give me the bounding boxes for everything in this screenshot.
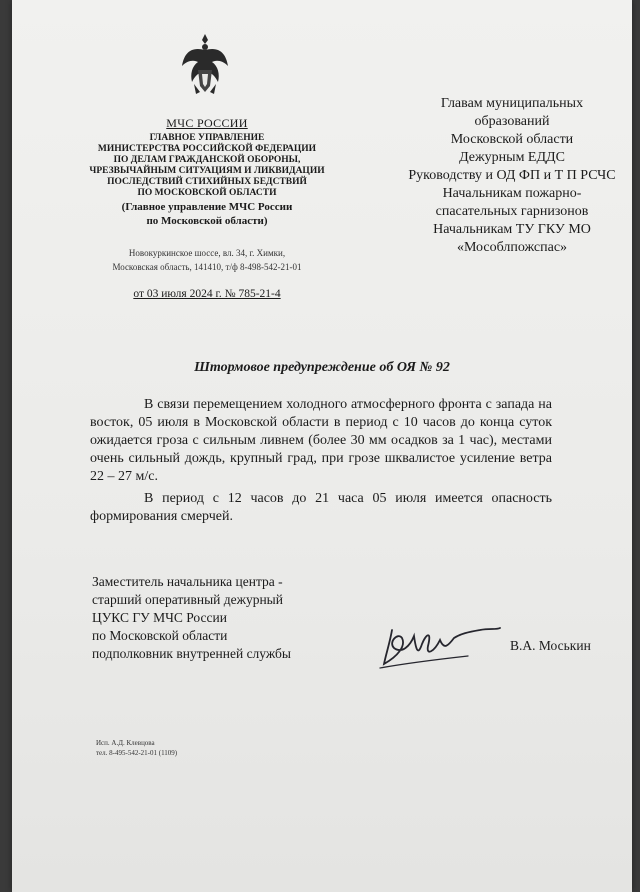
address <box>82 246 332 274</box>
body-paragraph: В период с 12 часов до 21 часа 05 июля имеется опасность формирования смерчей. <box>90 491 552 524</box>
executor-info <box>96 738 177 758</box>
position-line: по Московской области <box>92 628 228 643</box>
executor-phone: тел. 8-495-542-21-01 (1109) <box>96 749 178 757</box>
org-line: ГЛАВНОЕ УПРАВЛЕНИЕ <box>149 133 265 143</box>
org-line: ЧРЕЗВЫЧАЙНЫМ СИТУАЦИЯМ И ЛИКВИДАЦИИ <box>89 166 325 176</box>
org-line: МИНИСТЕРСТВА РОССИЙСКОЙ ФЕДЕРАЦИИ <box>97 144 317 154</box>
address-line: Новокуркинское шоссе, вл. 34, г. Химки, <box>128 248 286 258</box>
recipient-line: образований <box>474 114 550 129</box>
mchs-emblem-icon <box>180 32 230 96</box>
org-short-name <box>82 200 332 228</box>
recipient-line: Начальникам пожарно- <box>442 186 582 201</box>
recipient-line: спасательных гарнизонов <box>435 204 589 219</box>
signatory-position <box>92 573 352 663</box>
recipient-line: Дежурным ЕДДС <box>459 150 565 165</box>
executor-name: Исп. А.Д. Клевцова <box>96 739 155 747</box>
position-line: ЦУКС ГУ МЧС России <box>92 610 227 625</box>
position-line: подполковник внутренней службы <box>92 646 291 661</box>
handwritten-signature <box>372 616 512 676</box>
recipients-block <box>392 95 632 257</box>
document-page <box>12 0 632 892</box>
recipient-line: Руководству и ОД ФП и Т П РСЧС <box>408 168 616 183</box>
org-full-name <box>82 133 332 199</box>
org-short-line: (Главное управление МЧС России <box>121 201 293 213</box>
address-line: Московская область, 141410, т/ф 8-498-542-21-01 <box>112 262 302 272</box>
recipient-line: Московской области <box>450 132 574 147</box>
recipient-line: Главам муниципальных <box>440 96 584 111</box>
recipient-line: Начальникам ТУ ГКУ МО <box>433 222 591 237</box>
org-short-line: по Московской области) <box>146 215 268 227</box>
body-paragraph: В связи перемещением холодного атмосферного фронта с запада на восток, 05 июля в Московской области в период с 10 часов до конца суток ожидается гроза с сильным ливнем (более 30 мм осадков за 1 час), местами очень сильный дождь, крупный град, при грозе шквалистое усиление ветра 22 – 27 м/с. <box>90 397 552 484</box>
document-date-ref: от 03 июля 2024 г. № 785-21-4 <box>133 288 281 300</box>
recipient-line: «Мособлпожспас» <box>456 240 568 255</box>
document-body <box>90 396 552 526</box>
org-name: МЧС РОССИИ <box>166 116 248 130</box>
org-line: ПО МОСКОВСКОЙ ОБЛАСТИ <box>137 188 277 198</box>
org-line: ПОСЛЕДСТВИЙ СТИХИЙНЫХ БЕДСТВИЙ <box>107 177 307 187</box>
signer-name: В.А. Моськин <box>510 638 591 653</box>
document-title: Штормовое предупреждение об ОЯ № 92 <box>194 360 450 375</box>
sender-block <box>82 116 332 300</box>
position-line: Заместитель начальника центра - <box>92 574 283 589</box>
position-line: старший оперативный дежурный <box>92 592 283 607</box>
org-line: ПО ДЕЛАМ ГРАЖДАНСКОЙ ОБОРОНЫ, <box>113 155 301 165</box>
